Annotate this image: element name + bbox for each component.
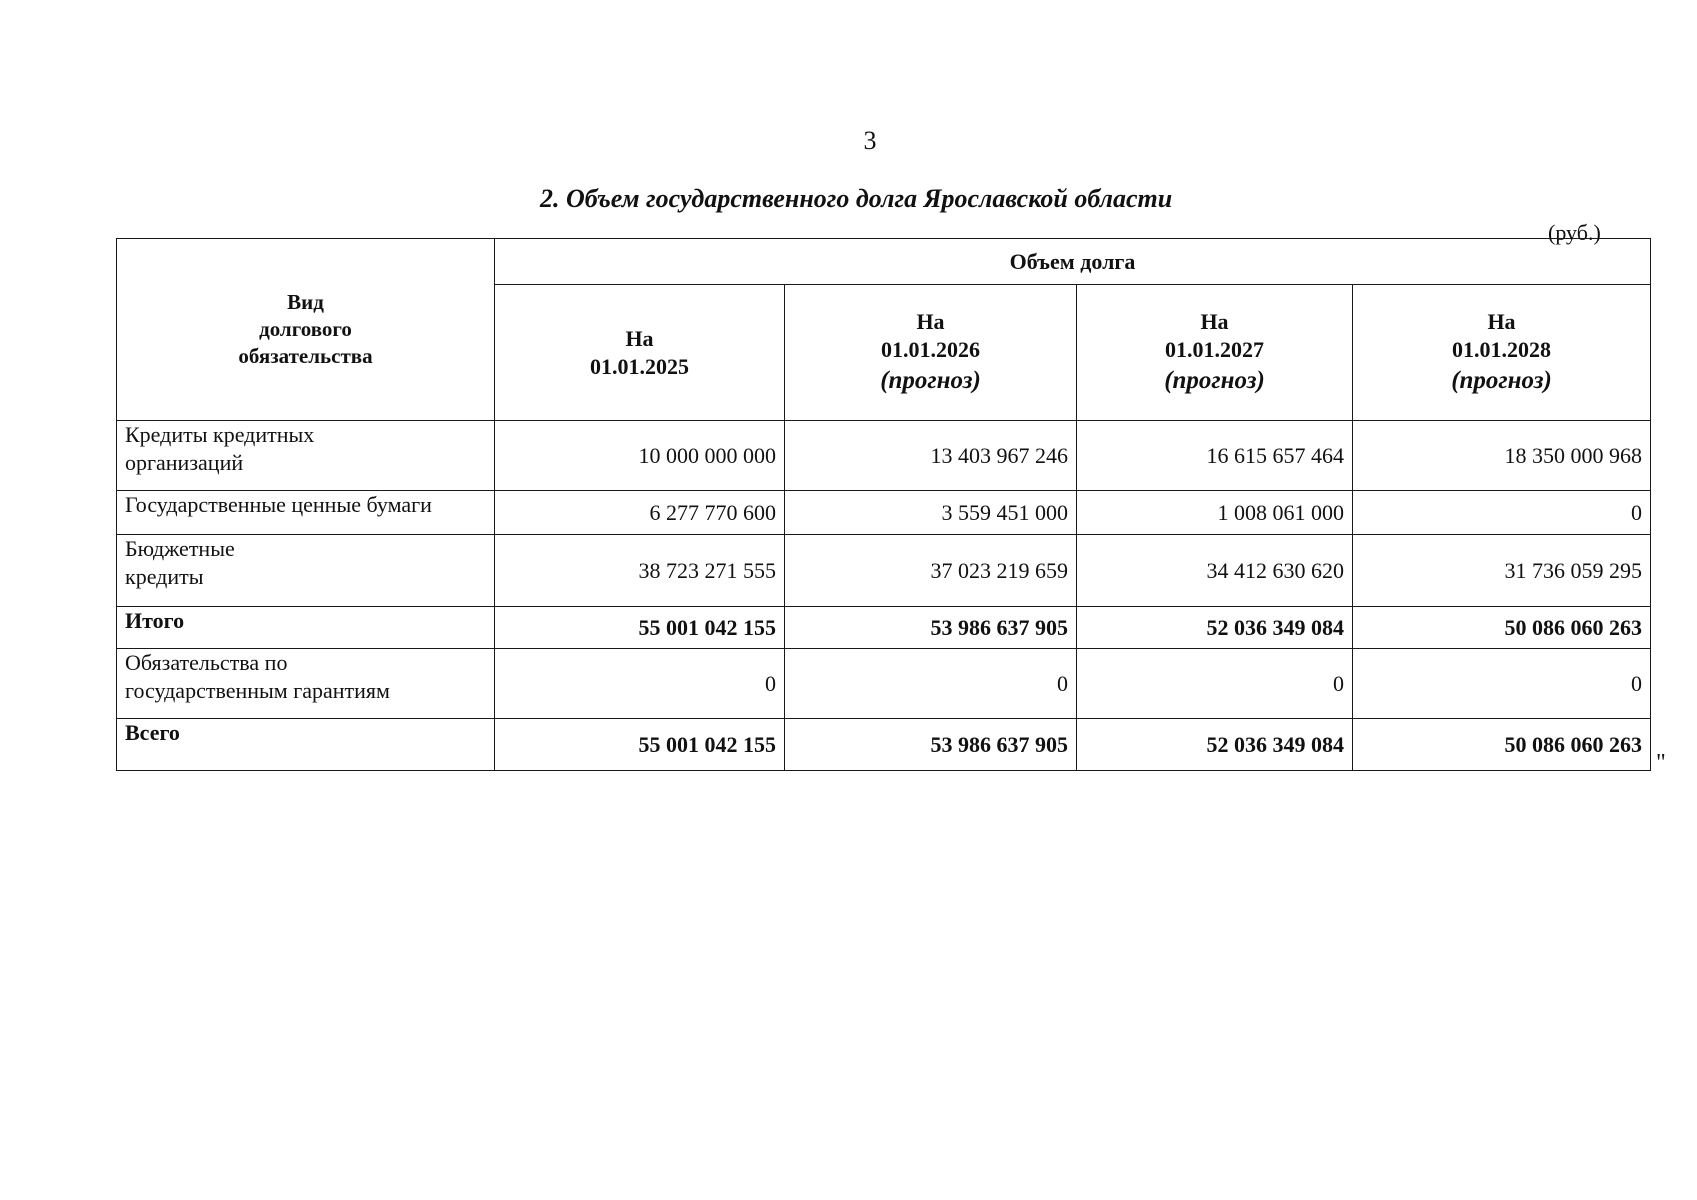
value-cell: 34 412 630 620 <box>1077 535 1353 607</box>
table-row <box>117 535 1651 607</box>
value-cell: 38 723 271 555 <box>495 535 785 607</box>
debt-volume-table <box>116 238 1651 771</box>
value-cell: 18 350 000 968 <box>1353 421 1651 491</box>
debt-volume-header: Объем долга <box>495 239 1651 285</box>
value-cell: 0 <box>1077 649 1353 719</box>
value-cell: 53 986 637 905 <box>785 607 1077 649</box>
value-cell: 13 403 967 246 <box>785 421 1077 491</box>
period-date-label: На 01.01.2027 <box>1165 308 1264 362</box>
obligation-type-header: Вид долгового обязательства <box>117 239 495 421</box>
row-label: Обязательства по государственным гарантиям <box>117 649 495 719</box>
value-cell: 37 023 219 659 <box>785 535 1077 607</box>
table-row <box>117 607 1651 649</box>
value-cell: 52 036 349 084 <box>1077 719 1353 771</box>
table-row <box>117 649 1651 719</box>
value-cell: 3 559 451 000 <box>785 491 1077 535</box>
period-forecast-note: (прогноз) <box>1451 366 1552 394</box>
period-header-4 <box>1353 285 1651 421</box>
period-header-2 <box>785 285 1077 421</box>
value-cell: 10 000 000 000 <box>495 421 785 491</box>
value-cell: 50 086 060 263 <box>1353 719 1651 771</box>
document-title: 2. Объем государственного долга Ярославской области <box>540 184 1173 213</box>
value-cell: 0 <box>1353 491 1651 535</box>
table-row <box>117 421 1651 491</box>
table-row <box>117 719 1651 771</box>
value-cell: 52 036 349 084 <box>1077 607 1353 649</box>
row-label: Итого <box>117 607 495 649</box>
period-header-3 <box>1077 285 1353 421</box>
row-label: Государственные ценные бумаги <box>117 491 495 535</box>
value-cell: 50 086 060 263 <box>1353 607 1651 649</box>
value-cell: 1 008 061 000 <box>1077 491 1353 535</box>
row-label: Кредиты кредитных организаций <box>117 421 495 491</box>
row-label: Всего <box>117 719 495 771</box>
value-cell: 0 <box>1353 649 1651 719</box>
page-number: 3 <box>863 126 877 155</box>
value-cell: 6 277 770 600 <box>495 491 785 535</box>
value-cell: 31 736 059 295 <box>1353 535 1651 607</box>
value-cell: 16 615 657 464 <box>1077 421 1353 491</box>
value-cell: 55 001 042 155 <box>495 607 785 649</box>
value-cell: 55 001 042 155 <box>495 719 785 771</box>
period-date-label: На 01.01.2028 <box>1452 308 1551 362</box>
closing-quote-mark: " <box>1656 750 1666 776</box>
period-forecast-note: (прогноз) <box>1164 366 1265 394</box>
period-header-1 <box>495 285 785 421</box>
units-label: (руб.) <box>1548 220 1601 245</box>
period-date-label: На 01.01.2026 <box>881 308 980 362</box>
value-cell: 0 <box>495 649 785 719</box>
period-date-label: На 01.01.2025 <box>590 325 689 379</box>
table-row <box>117 491 1651 535</box>
value-cell: 0 <box>785 649 1077 719</box>
value-cell: 53 986 637 905 <box>785 719 1077 771</box>
period-forecast-note: (прогноз) <box>880 366 981 394</box>
row-label: Бюджетные кредиты <box>117 535 495 607</box>
